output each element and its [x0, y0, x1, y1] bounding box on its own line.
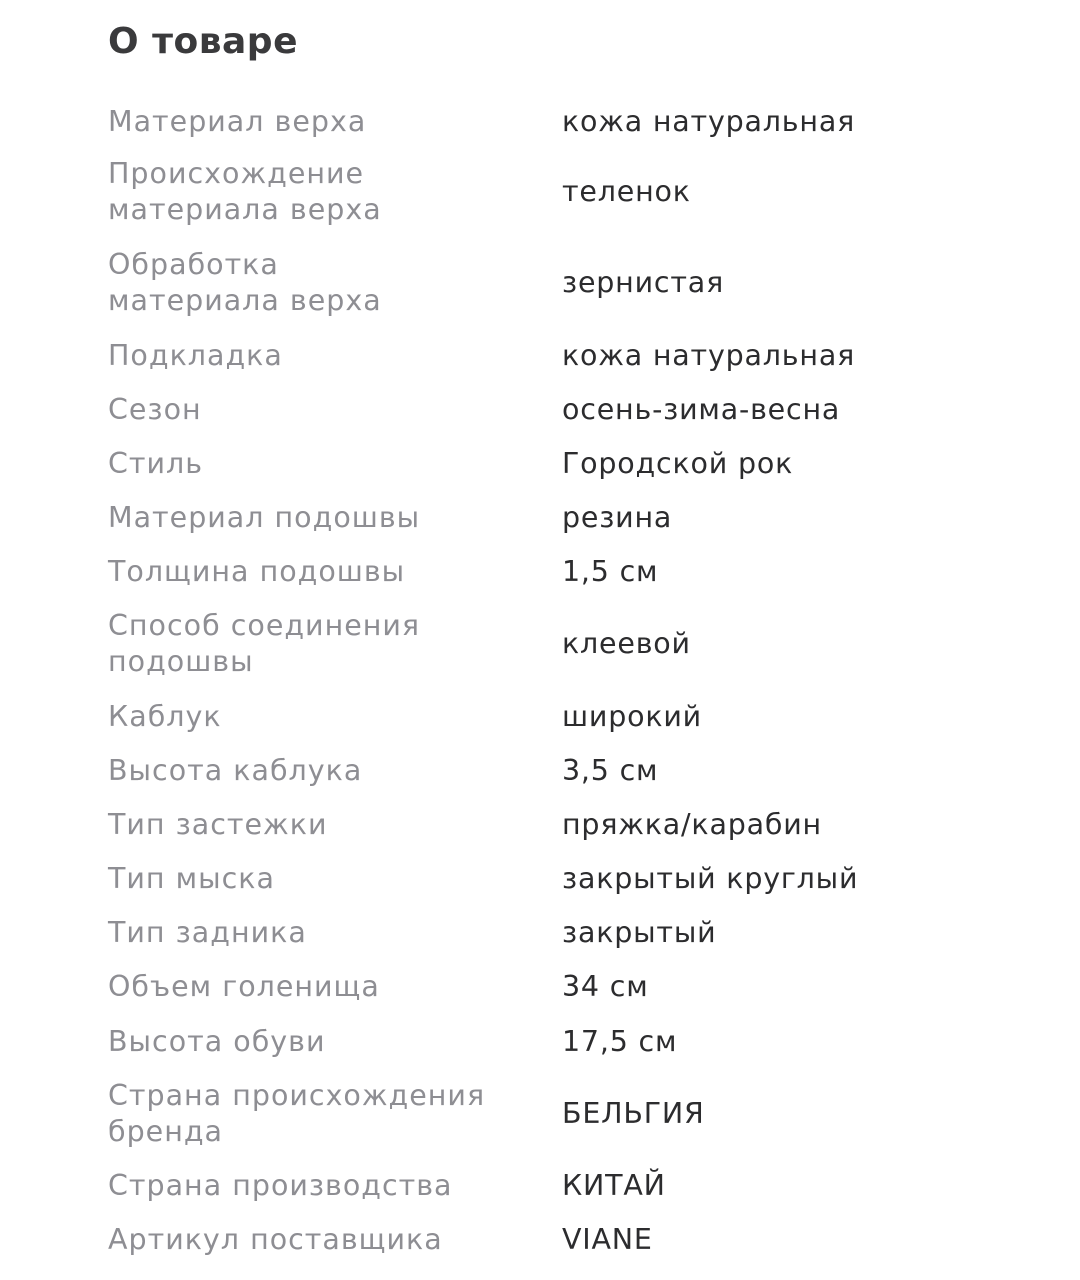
spec-value: закрытый круглый — [562, 862, 859, 895]
spec-label: Высота обуви — [108, 1025, 326, 1058]
spec-value: теленок — [562, 175, 691, 208]
spec-value: кожа натуральная — [562, 105, 856, 138]
spec-row-production-country — [0, 1157, 1080, 1211]
spec-value: КИТАЙ — [562, 1169, 666, 1202]
spec-value: VIANE — [562, 1223, 653, 1256]
spec-label: Материал подошвы — [108, 501, 421, 534]
spec-label: Подкладка — [108, 339, 283, 372]
spec-row-heel — [0, 689, 1080, 743]
spec-value: закрытый — [562, 916, 717, 949]
spec-row-shoe-height — [0, 1013, 1080, 1067]
section-title: О товаре — [108, 21, 298, 62]
spec-value: 34 см — [562, 970, 649, 1003]
spec-label: Способ соединения подошвы — [108, 609, 421, 678]
spec-row-upper-material — [0, 95, 1080, 149]
spec-value: 1,5 см — [562, 555, 659, 588]
spec-row-style — [0, 437, 1080, 491]
spec-label: Тип задника — [108, 916, 307, 949]
spec-label: Материал верха — [108, 105, 367, 138]
spec-row-fastener — [0, 797, 1080, 851]
spec-value: 3,5 см — [562, 754, 659, 787]
spec-value: пряжка/карабин — [562, 808, 822, 841]
spec-row-supplier-article — [0, 1211, 1080, 1265]
spec-value: кожа натуральная — [562, 339, 856, 372]
spec-label: Тип застежки — [108, 808, 328, 841]
spec-value: резина — [562, 501, 673, 534]
spec-label: Происхождение материала верха — [108, 157, 382, 226]
spec-row-season — [0, 383, 1080, 437]
spec-row-upper-finish — [0, 239, 1080, 329]
spec-value: зернистая — [562, 266, 725, 299]
spec-label: Обработка материала верха — [108, 248, 382, 317]
spec-row-lining — [0, 329, 1080, 383]
spec-row-upper-origin — [0, 149, 1080, 239]
spec-label: Тип мыска — [108, 862, 275, 895]
spec-label: Толщина подошвы — [108, 555, 406, 588]
spec-value: 17,5 см — [562, 1025, 678, 1058]
spec-value: Городской рок — [562, 447, 794, 480]
spec-row-shaft-volume — [0, 959, 1080, 1013]
spec-label: Сезон — [108, 393, 202, 426]
spec-row-sole-material — [0, 491, 1080, 545]
spec-value: клеевой — [562, 627, 691, 660]
spec-value: БЕЛЬГИЯ — [562, 1097, 705, 1130]
spec-row-toe — [0, 851, 1080, 905]
spec-row-sole-thickness — [0, 545, 1080, 599]
spec-label: Объем голенища — [108, 970, 380, 1003]
spec-row-sole-attachment — [0, 599, 1080, 689]
spec-value: осень-зима-весна — [562, 393, 841, 426]
spec-label: Стиль — [108, 447, 204, 480]
spec-label: Каблук — [108, 700, 222, 733]
spec-row-heel-counter — [0, 905, 1080, 959]
spec-value: широкий — [562, 700, 702, 733]
spec-row-brand-country — [0, 1067, 1080, 1157]
spec-label: Высота каблука — [108, 754, 363, 787]
spec-label: Артикул поставщика — [108, 1223, 443, 1256]
spec-label: Страна происхождения бренда — [108, 1079, 486, 1148]
spec-row-heel-height — [0, 743, 1080, 797]
spec-label: Страна производства — [108, 1169, 453, 1202]
